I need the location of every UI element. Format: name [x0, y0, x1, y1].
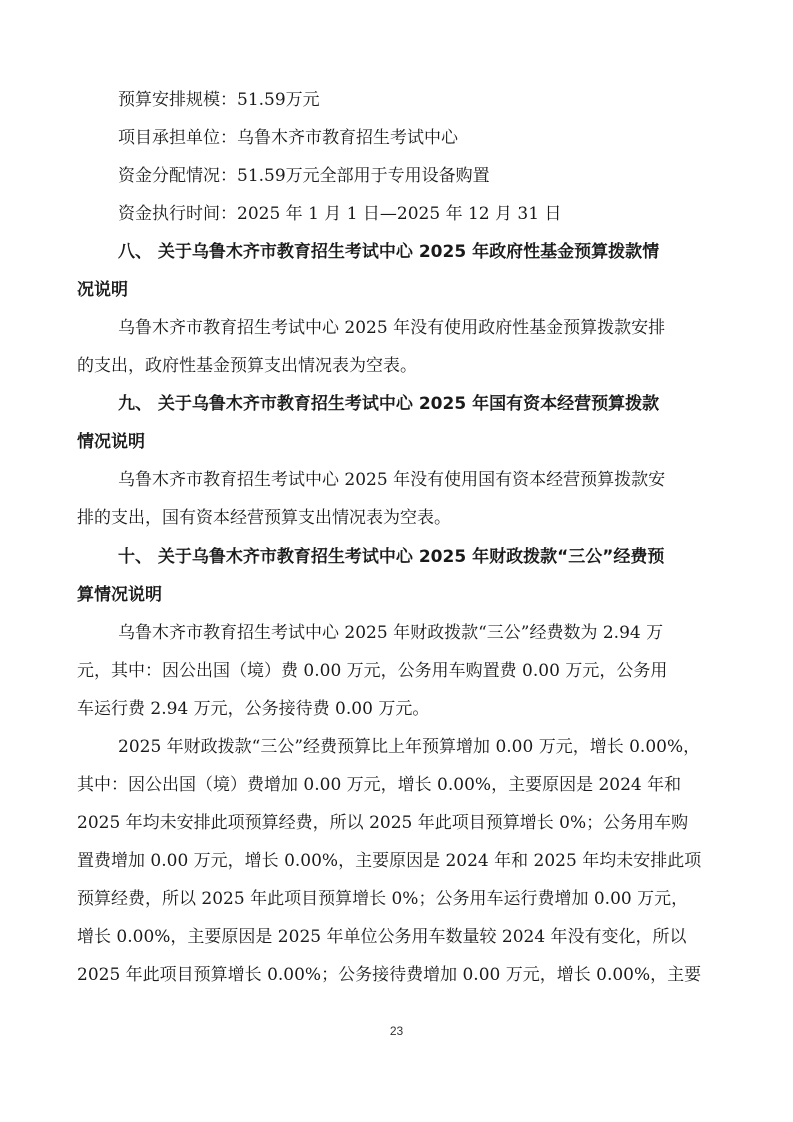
- section10-para2-line5: 预算经费，所以 2025 年此项目预算增长 0%；公务用车运行费增加 0.00 万元，: [77, 889, 689, 909]
- section10-para1-line1: 乌鲁木齐市教育招生考试中心 2025 年财政拨款“三公”经费数为 2.94 万: [118, 623, 664, 643]
- section10-para2-line2: 其中：因公出国（境）费增加 0.00 万元，增长 0.00%，主要原因是 2024 年和: [77, 775, 682, 795]
- section10-para1-line2: 元，其中：因公出国（境）费 0.00 万元，公务用车购置费 0.00 万元，公务用: [77, 661, 668, 681]
- section10-heading-line1: 十、 关于乌鲁木齐市教育招生考试中心 2025 年财政拨款“三公”经费预: [118, 547, 665, 567]
- budget-period-line: 资金执行时间：2025 年 1 月 1 日—2025 年 12 月 31 日: [118, 204, 562, 224]
- budget-unit-line: 项目承担单位：乌鲁木齐市教育招生考试中心: [118, 128, 458, 148]
- section8-paragraph-line2: 的支出，政府性基金预算支出情况表为空表。: [77, 356, 417, 376]
- section10-heading-line2: 算情况说明: [77, 585, 162, 605]
- section10-para2-line4: 置费增加 0.00 万元，增长 0.00%，主要原因是 2024 年和 2025 年均未安排此项: [77, 851, 702, 871]
- section8-heading-line1: 八、 关于乌鲁木齐市教育招生考试中心 2025 年政府性基金预算拨款情: [118, 242, 660, 262]
- section9-heading-line2: 情况说明: [77, 432, 145, 452]
- section10-para1-line3: 车运行费 2.94 万元，公务接待费 0.00 万元。: [77, 699, 430, 719]
- section10-para2-line6: 增长 0.00%，主要原因是 2025 年单位公务用车数量较 2024 年没有变化，所以: [77, 927, 687, 947]
- section10-para2-line7: 2025 年此项目预算增长 0.00%；公务接待费增加 0.00 万元，增长 0.00%，主要: [77, 965, 702, 985]
- budget-scale-line: 预算安排规模：51.59万元: [118, 90, 320, 110]
- section9-heading-line1: 九、 关于乌鲁木齐市教育招生考试中心 2025 年国有资本经营预算拨款: [118, 394, 660, 414]
- section10-para2-line3: 2025 年均未安排此项预算经费，所以 2025 年此项目预算增长 0%；公务用车购: [77, 813, 689, 833]
- page-number: 23: [389, 1024, 404, 1038]
- section9-paragraph-line1: 乌鲁木齐市教育招生考试中心 2025 年没有使用国有资本经营预算拨款安: [118, 470, 666, 490]
- section10-para2-line1: 2025 年财政拨款“三公”经费预算比上年预算增加 0.00 万元，增长 0.00%，: [118, 737, 701, 757]
- budget-allocation-line: 资金分配情况：51.59万元全部用于专用设备购置: [118, 166, 490, 186]
- section8-heading-line2: 况说明: [77, 280, 128, 300]
- section9-paragraph-line2: 排的支出，国有资本经营预算支出情况表为空表。: [77, 508, 451, 528]
- section8-paragraph-line1: 乌鲁木齐市教育招生考试中心 2025 年没有使用政府性基金预算拨款安排: [118, 318, 666, 338]
